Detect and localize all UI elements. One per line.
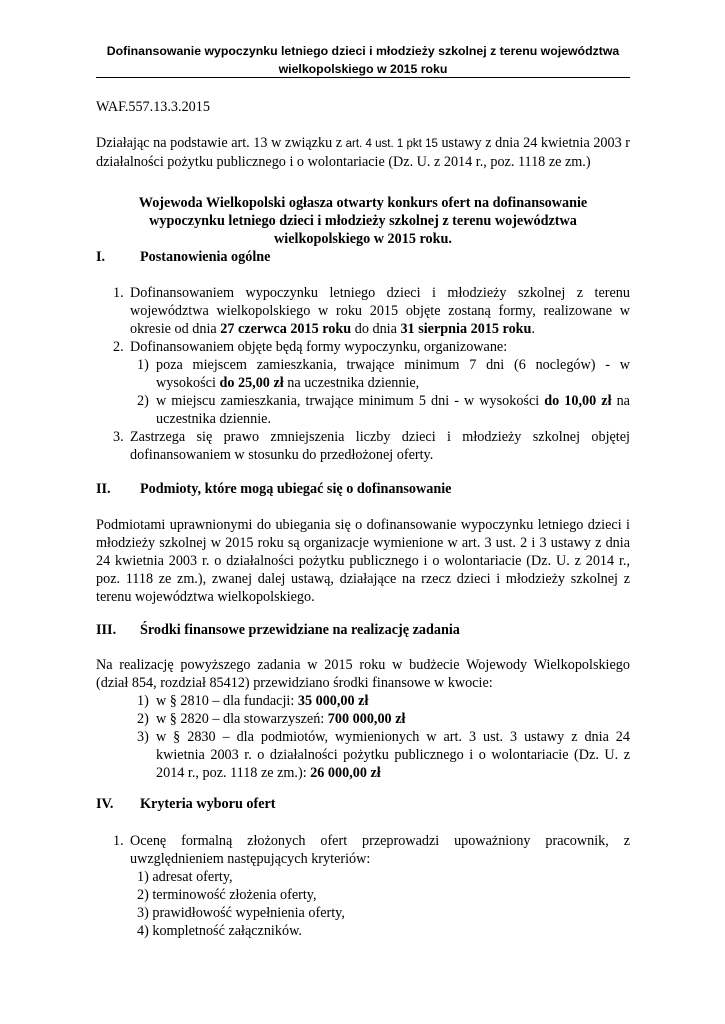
document-reference: WAF.557.13.3.2015 [96,99,210,115]
announcement-paragraph: Wojewoda Wielkopolski ogłasza otwarty konkurs ofert na dofinansowanie wypoczynku letniego dzieci i młodzieży szkolnej z terenu województwa wielkopolskiego w 2015 roku. [138,195,588,247]
header-line-2: wielkopolskiego w 2015 roku [278,62,448,76]
section-1-heading: I. Postanowienia ogólne [96,249,271,265]
criteria-list [137,868,630,940]
legal-basis-paragraph: Działając na podstawie art. 13 w związku z art. 4 ust. 1 pkt 15 ustawy z dnia 24 kwietnia 2003 r działalności pożytku publicznego i o wolontariacie (Dz. U. z 2014 r., poz. 1118 ze zm.) [96,135,631,170]
criteria-item: 3) prawidłowość wypełnienia oferty, [137,905,345,921]
section-1-item-1: 1. Dofinansowaniem wypoczynku letniego dzieci i młodzieży szkolnej z terenu województwa wielkopolskiego w roku 2015 objęte zostaną formy, realizowane w okresie od dnia 27 czerwca 2015 roku do dnia 31 sierpnia 2015 roku. [113,285,630,337]
header-divider [96,77,630,78]
page-header [96,42,630,78]
section-4-heading: IV. Kryteria wyboru ofert [96,796,276,812]
section-4-item-1: 1. Ocenę formalną złożonych ofert przeprowadzi upoważniony pracownik, z uwzględnieniem następujących kryteriów: [113,833,630,867]
section-1-item-2: 2. Dofinansowaniem objęte będą formy wypoczynku, organizowane: [113,339,508,355]
section-3-heading: III. Środki finansowe przewidziane na realizację zadania [96,622,460,638]
section-2-heading: II. Podmioty, które mogą ubiegać się o dofinansowanie [96,481,452,497]
section-3-item-1: 1) w § 2810 – dla fundacji: 35 000,00 zł [137,693,369,709]
section-3-item-2: 2) w § 2820 – dla stowarzyszeń: 700 000,00 zł [137,711,406,727]
section-3-paragraph: Na realizację powyższego zadania w 2015 roku w budżecie Wojewody Wielkopolskiego (dział 854, rozdział 85412) przewidziano środki finansowe w kwocie: [96,657,630,691]
criteria-item: 1) adresat oferty, [137,869,233,885]
section-1-item-2-sub-2: 2) w miejscu zamieszkania, trwające minimum 5 dni - w wysokości do 10,00 zł na uczestnika dziennie. [137,393,630,427]
section-1-item-2-sub-1: 1) poza miejscem zamieszkania, trwające minimum 7 dni (6 noclegów) - w wysokości do 25,00 zł na uczestnika dziennie, [137,357,630,391]
section-1-item-3: 3. Zastrzega się prawo zmniejszenia liczby dzieci i młodzieży szkolnej objętej dofinansowaniem w stosunku do przedłożonej oferty. [113,429,630,463]
criteria-item: 2) terminowość złożenia oferty, [137,887,317,903]
header-line-1: Dofinansowanie wypoczynku letniego dzieci i młodzieży szkolnej z terenu województwa [106,44,620,58]
section-2-paragraph: Podmiotami uprawnionymi do ubiegania się o dofinansowanie wypoczynku letniego dzieci i młodzieży szkolnej w 2015 roku są organizacje wymienione w art. 3 ust. 2 i 3 ustawy z dnia 24 kwietnia 2003 r. o działalności pożytku publicznego i o wolontariacie (Dz. U. z 2014 r., poz. 1118 ze zm.), zwanej dalej ustawą, działające na rzecz dzieci i młodzieży szkolnej z terenu województwa wielkopolskiego. [96,517,630,605]
section-3-item-3: 3) w § 2830 – dla podmiotów, wymienionych w art. 3 ust. 3 ustawy z dnia 24 kwietnia 2003 r. o działalności pożytku publicznego i o wolontariacie (Dz. U. z 2014 r., poz. 1118 ze zm.): 26 000,00 zł [137,729,630,781]
criteria-item: 4) kompletność załączników. [137,923,302,939]
